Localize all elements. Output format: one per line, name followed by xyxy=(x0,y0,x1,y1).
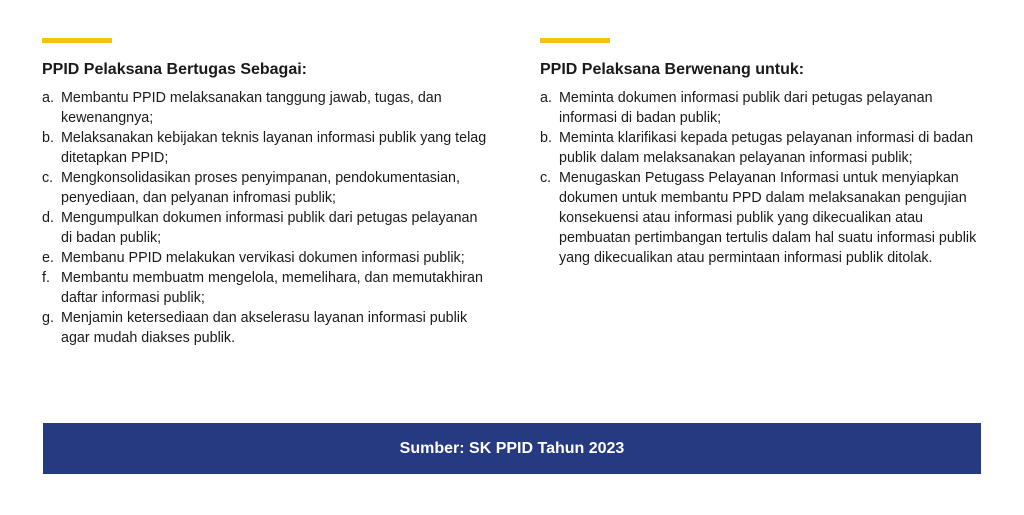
list-item xyxy=(42,208,492,248)
list-marker: a. xyxy=(540,90,552,106)
right-accent-bar xyxy=(540,38,610,43)
list-marker: a. xyxy=(42,90,54,106)
list-item xyxy=(42,88,492,128)
list-item-text: Mengkonsolidasikan proses penyimpanan, pendokumentasian, penyediaan, dan pelyanan infromasi publik; xyxy=(61,170,460,206)
left-accent-bar xyxy=(42,38,112,43)
left-duties-list xyxy=(42,88,492,348)
list-marker: c. xyxy=(540,170,552,186)
list-item-text: Menugaskan Petugass Pelayanan Informasi untuk menyiapkan dokumen untuk membantu PPD dalam melaksanakan pengujian konsekuensi atau informasi publik yang dikecualikan atau pembuatan pertimbangan tertulis dalam hal suatu informasi publik yang dikecualikan atau permintaan informasi publik ditolak. xyxy=(559,170,977,266)
right-column xyxy=(540,38,985,268)
list-item xyxy=(42,248,492,268)
list-item xyxy=(42,268,492,308)
list-marker: g. xyxy=(42,310,54,326)
list-item xyxy=(540,88,985,128)
list-marker: e. xyxy=(42,250,54,266)
list-marker: b. xyxy=(42,130,54,146)
list-item xyxy=(42,168,492,208)
list-marker: c. xyxy=(42,170,54,186)
list-item xyxy=(540,128,985,168)
list-item-text: Membanu PPID melakukan vervikasi dokumen informasi publik; xyxy=(61,250,465,266)
list-item-text: Mengumpulkan dokumen informasi publik dari petugas pelayanan di badan publik; xyxy=(61,210,478,246)
right-heading: PPID Pelaksana Berwenang untuk: xyxy=(540,61,805,78)
list-item xyxy=(42,128,492,168)
left-column xyxy=(42,38,492,348)
list-item-text: Membantu membuatm mengelola, memelihara, dan memutakhiran daftar informasi publik; xyxy=(61,270,483,306)
list-item-text: Meminta klarifikasi kepada petugas pelayanan informasi di badan publik dalam melaksanakan pelayanan informasi publik; xyxy=(559,130,974,166)
list-item-text: Menjamin ketersediaan dan akselerasu layanan informasi publik agar mudah diakses publik. xyxy=(61,310,468,346)
right-authority-list xyxy=(540,88,985,268)
list-marker: f. xyxy=(42,270,50,286)
list-marker: b. xyxy=(540,130,552,146)
left-heading: PPID Pelaksana Bertugas Sebagai: xyxy=(42,61,307,78)
list-item xyxy=(42,308,492,348)
source-footer-banner xyxy=(43,423,981,474)
list-marker: d. xyxy=(42,210,54,226)
list-item-text: Melaksanakan kebijakan teknis layanan informasi publik yang telag ditetapkan PPID; xyxy=(61,130,487,166)
list-item-text: Meminta dokumen informasi publik dari petugas pelayanan informasi di badan publik; xyxy=(559,90,933,126)
list-item-text: Membantu PPID melaksanakan tanggung jawab, tugas, dan kewenangnya; xyxy=(61,90,442,126)
source-text: Sumber: SK PPID Tahun 2023 xyxy=(399,439,625,457)
list-item xyxy=(540,168,985,268)
